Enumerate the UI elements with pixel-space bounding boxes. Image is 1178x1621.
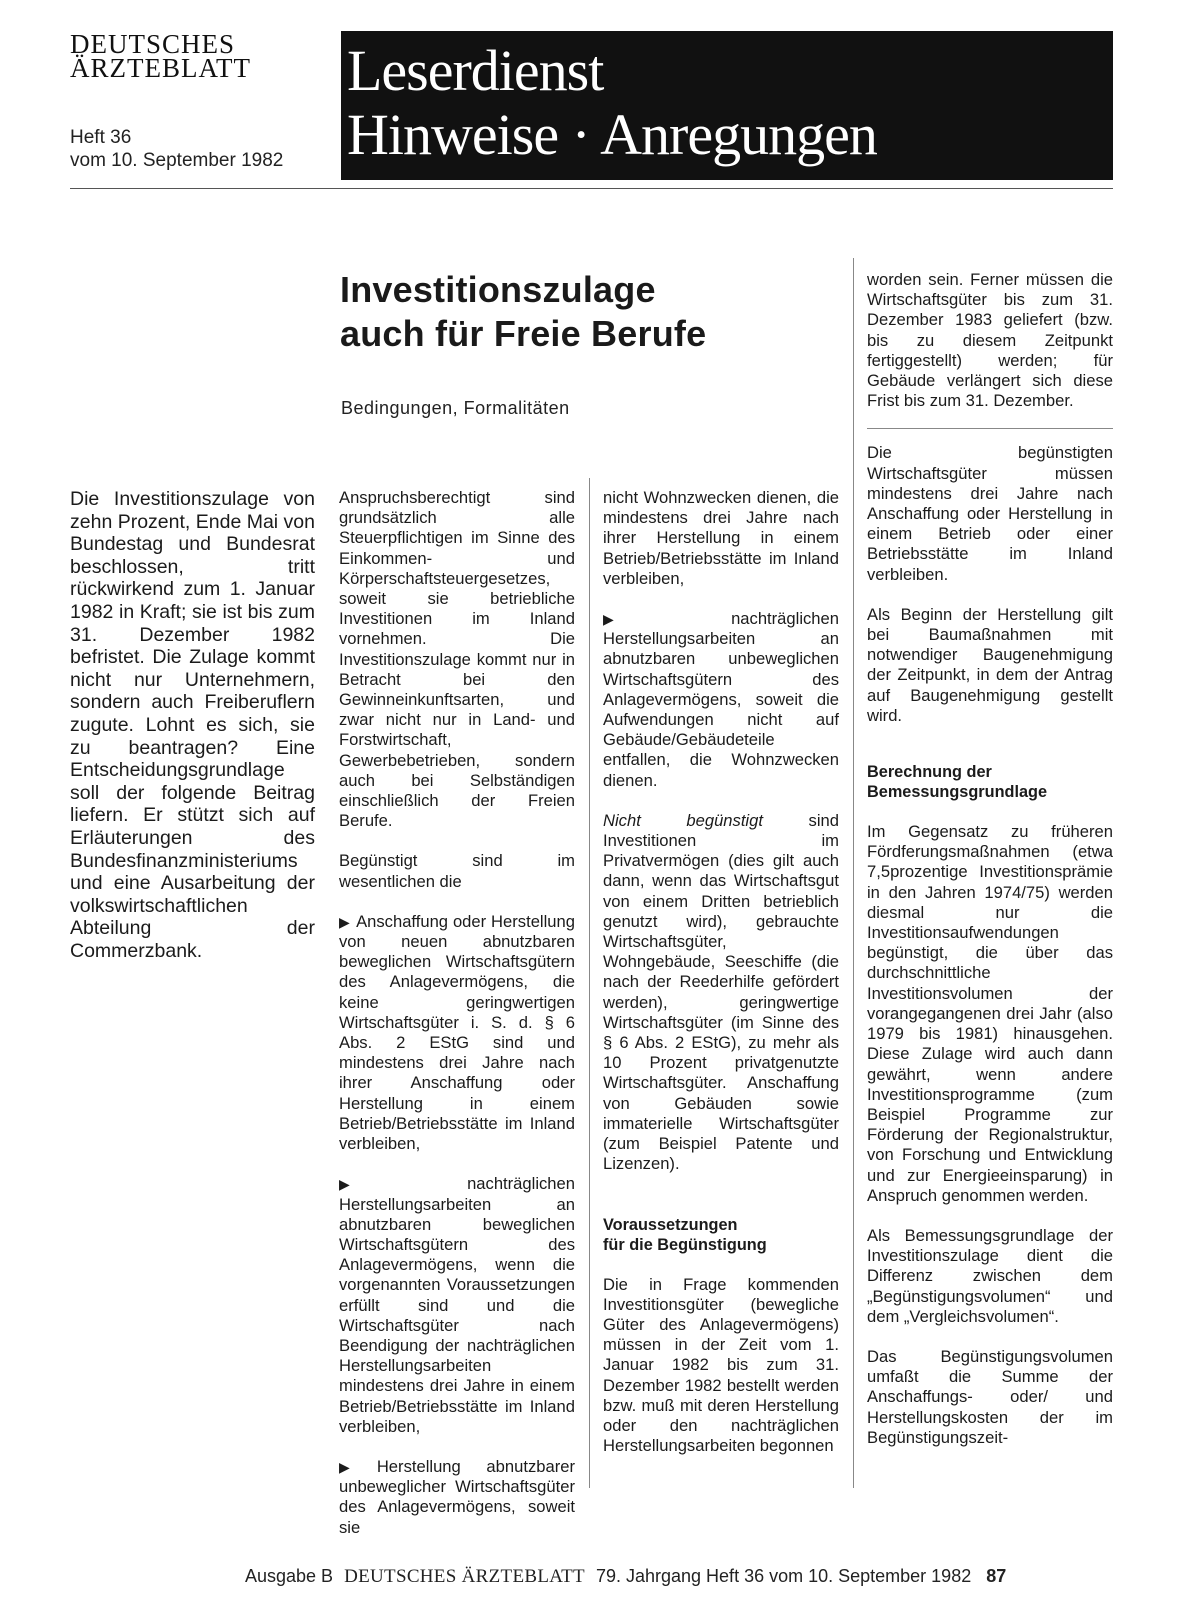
paragraph: Die begünstigten Wirtschaftsgüter müssen mindestens drei Jahre nach Anschaffung oder Herstellung in einem Betrieb oder einer Betriebsstätte im Inland verbleiben. — [867, 443, 1113, 584]
paragraph: Im Gegensatz zu früheren Fördferungsmaßnahmen (etwa 7,5prozentige Investitionsprämie in den Jahren 1974/75) werden diesmal nur die Investitionsaufwendungen begünstigt, die über das durchschnittliche Investitionsvolumen der vorangegangenen drei Jahr (also 1979 bis 1981) hinausgehen. Diese Zulage wird auch dann gewährt, wenn andere Investitionsprogramme (zum Beispiel Programme zur Förderung der Regionalstruktur, von Forschung und Entwicklung und zur Energieeinsparung) in Anspruch genommen werden. — [867, 822, 1113, 1205]
masthead-logo-line1: DEUTSCHES — [70, 29, 236, 59]
footer-info: 79. Jahrgang Heft 36 vom 10. September 1982 — [595, 1566, 972, 1586]
article-title-line1: Investitionszulage — [340, 269, 656, 310]
masthead — [70, 29, 320, 172]
paragraph: Nicht begünstigt sind Investitionen im Privatvermögen (dies gilt auch dann, wenn das Wirtschaftsgut von einem Dritten betrieblich genutzt wird), gebrauchte Wirtschaftsgüter, Wohngebäude, Seeschiffe (die nach der Reederhilfe gefördert werden), geringwertige Wirtschaftsgüter (im Sinne des § 6 Abs. 2 EStG), zu mehr als 10 Prozent privatgenutzte Wirtschaftsgüter. Anschaffung von Gebäuden sowie immaterielle Wirtschaftsgüter (zum Beispiel Patente und Lizenzen). — [603, 810, 839, 1174]
bullet-triangle-icon: ▶ — [339, 913, 351, 930]
bullet-item: ▶ nachträglichen Herstellungsarbeiten an abnutzbaren beweglichen Wirtschaftsgütern des Anlagevermögens, wenn die vorgenannten Voraussetzungen erfüllt sind und die Wirtschaftsgüter nach Beendigung der nachträglichen Herstellungsarbeiten mindestens drei Jahre in einem Betrieb/Betriebsstätte im Inland verbleiben, — [339, 1174, 575, 1436]
issue-number: Heft 36 — [70, 127, 132, 148]
section-banner — [341, 31, 1113, 180]
paragraph: Begünstigt sind im wesentlichen die — [339, 851, 575, 891]
column-divider — [589, 478, 590, 1488]
paragraph: worden sein. Ferner müssen die Wirtschaftsgüter bis zum 31. Dezember 1983 geliefert (bzw. bis zu diesem Zeitpunkt fertiggestellt) werden; für Gebäude verlängert sich diese Frist bis zum 31. Dezember. — [867, 270, 1113, 411]
article-subtitle: Bedingungen, Formalitäten — [341, 398, 570, 418]
page-footer — [245, 1566, 1006, 1588]
bullet-item: ▶ nachträglichen Herstellungsarbeiten an abnutzbaren unbeweglichen Wirtschaftsgütern des Anlagevermögens, soweit die Aufwendungen nicht auf Gebäude/Gebäudeteile entfallen, die Wohnzwecken dienen. — [603, 609, 839, 790]
footer-title: DEUTSCHES ÄRZTEBLATT — [344, 1566, 585, 1587]
bullet-item: ▶ Herstellung abnutzbarer unbeweglicher Wirtschaftsgüter des Anlagevermögens, soweit sie — [339, 1456, 575, 1537]
lead-paragraph: Die Investitionszulage von zehn Prozent, Ende Mai von Bundestag und Bundesrat beschlossen, tritt rückwirkend zum 1. Januar 1982 in Kraft; sie ist bis zum 31. Dezember 1982 befristet. Die Zulage kommt nicht nur Unternehmern, sondern auch Freiberuflern zugute. Lohnt es sich, sie zu beantragen? Eine Entscheidungsgrundlage soll der folgende Beitrag liefern. Er stützt sich auf Erläuterungen des Bundesfinanzministeriums und eine Ausarbeitung der volkswirtschaftlichen Abteilung der Commerzbank. — [70, 488, 315, 962]
section-heading-line1: Voraussetzungen — [603, 1215, 738, 1234]
paragraph: Die in Frage kommenden Investitionsgüter (bewegliche Güter des Anlagevermögens) müssen in der Zeit vom 1. Januar 1982 bis zum 31. Dezember 1982 bestellt werden bzw. muß mit deren Herstellung oder den nachträglichen Herstellungsarbeiten begonnen — [603, 1274, 839, 1456]
article-title — [340, 268, 810, 356]
page-number: 87 — [986, 1566, 1007, 1586]
banner-line1: Leserdienst — [347, 38, 604, 103]
issue-date: vom 10. September 1982 — [70, 150, 284, 171]
section-heading-line2: Bemessungsgrundlage — [867, 783, 1048, 802]
bullet-triangle-icon: ▶ — [603, 611, 726, 628]
paragraph: nicht Wohnzwecken dienen, die mindestens drei Jahre nach ihrer Herstellung in einem Betrieb/Betriebsstätte im Inland verbleiben, — [603, 488, 839, 588]
paragraph: Anspruchsberechtigt sind grundsätzlich alle Steuerpflichtigen im Sinne des Einkommen- und Körperschaftsteuergesetzes, soweit sie betriebliche Investitionen im Inland vornehmen. Die Investitionszulage kommt nur in Betracht bei den Gewinneinkunftsarten, und zwar nicht nur in Land- und Forstwirtschaft, Gewerbebetrieben, sondern auch bei Selbständigen einschließlich der Freien Berufe. — [339, 488, 575, 831]
article-lead — [70, 488, 315, 962]
paragraph: Als Bemessungsgrundlage der Investitionszulage dient die Differenz zwischen dem „Begünstigungsvolumen“ und dem „Vergleichsvolumen“. — [867, 1225, 1113, 1326]
section-heading-line1: Berechnung der — [867, 763, 992, 782]
text-column-2 — [603, 488, 839, 1476]
column-divider — [853, 258, 854, 1488]
paragraph: Das Begünstigungsvolumen umfaßt die Summe der Anschaffungs- oder/ und Herstellungskosten der im Begünstigungszeit- — [867, 1346, 1113, 1447]
bullet-triangle-icon: ▶ — [339, 1176, 462, 1193]
header-rule — [70, 188, 1113, 189]
emphasis: Nicht begünstigt — [603, 810, 763, 830]
banner-line2: Hinweise · Anregungen — [347, 102, 877, 167]
article-title-line2: auch für Freie Berufe — [340, 313, 707, 354]
bullet-triangle-icon: ▶ — [339, 1458, 371, 1475]
paragraph: Als Beginn der Herstellung gilt bei Baumaßnahmen mit notwendiger Baugenehmigung der Zeitpunkt, in dem der Antrag auf Baugenehmigung gestellt wird. — [867, 604, 1113, 725]
footer-edition: Ausgabe B — [245, 1566, 334, 1586]
text-column-3 — [867, 270, 1113, 1468]
masthead-logo-line2: ÄRZTEBLATT — [70, 53, 251, 83]
section-heading-line2: für die Begünstigung — [603, 1235, 767, 1254]
text-column-1 — [339, 488, 575, 1558]
bullet-item: ▶ Anschaffung oder Herstellung von neuen abnutzbaren beweglichen Wirtschaftsgütern des Anlagevermögens, die keine geringwertigen Wirtschaftsgüter i. S. d. § 6 Abs. 2 EStG sind und mindestens drei Jahre nach ihrer Anschaffung oder Herstellung in einem Betrieb/Betriebsstätte im Inland verbleiben, — [339, 911, 575, 1154]
